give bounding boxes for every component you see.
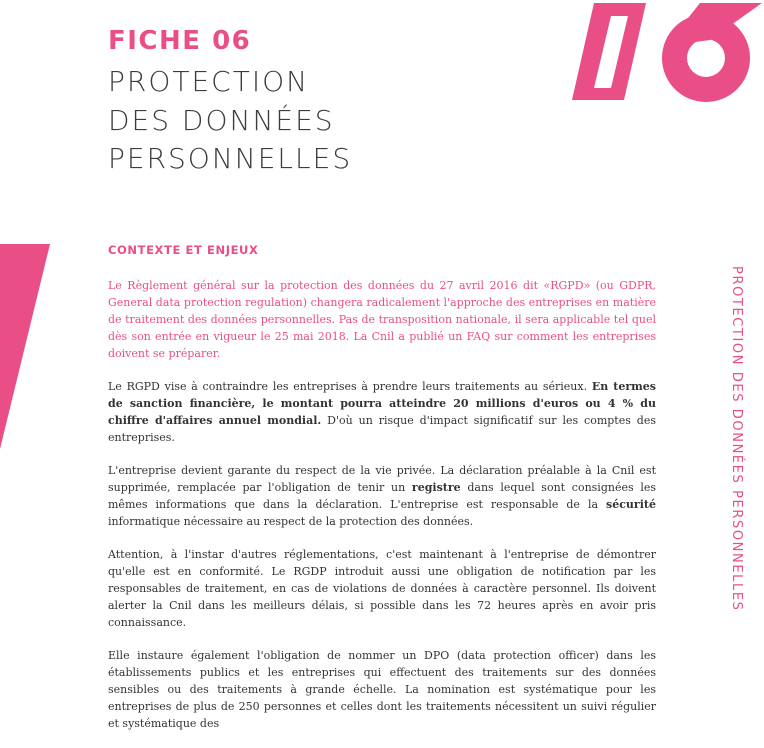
side-title: PROTECTION DES DONNÉES PERSONNELLES bbox=[729, 266, 744, 612]
title-line: PROTECTION bbox=[108, 65, 310, 98]
content-body bbox=[108, 277, 656, 748]
fiche-label: FICHE 06 bbox=[108, 26, 252, 56]
section-heading: CONTEXTE ET ENJEUX bbox=[108, 243, 259, 257]
paragraph-dpo: Elle instaure également l'obligation de nommer un DPO (data protection officer) dans les établissements publics et les entreprises qui effectuent des traitements sur des données sensibles ou des traitements à grande échelle. La nomination est systématique pour les entreprises de plus de 250 personnes et celles dont les traitements nécessitent un suivi régulier et systématique des bbox=[108, 649, 656, 730]
paragraph-sanctions: Le RGPD vise à contraindre les entreprises à prendre leurs traitements au sérieux. En termes de sanction financière, le montant pourra atteindre 20 millions d'euros ou 4 % du chiffre d'affaires annuel mondial. D'où un risque d'impact significatif sur les comptes des entreprises. bbox=[108, 380, 656, 444]
paragraph-conformite: Attention, à l'instar d'autres réglementations, c'est maintenant à l'entreprise de démontrer qu'elle est en conformité. Le RGDP introduit aussi une obligation de notification par les responsables de traitement, en cas de violations de données à caractère personnel. Ils doivent alerter la Cnil dans les meilleurs délais, si possible dans les 72 heures après en avoir pris connaissance. bbox=[108, 548, 656, 629]
paragraph-registre: L'entreprise devient garante du respect de la vie privée. La déclaration préalable à la Cnil est supprimée, remplacée par l'obligation de tenir un registre dans lequel sont consignées les mêmes informations que dans la déclaration. L'entreprise est responsable de la sécurité informatique nécessaire au respect de la protection des données. bbox=[108, 464, 656, 528]
decorative-stripe bbox=[0, 244, 52, 454]
emphasis-sanction: En termes de sanction financière, le montant pourra atteindre 20 millions d'euros ou 4 % du chiffre d'affaires annuel mondial. bbox=[108, 380, 656, 427]
emphasis-securite: sécurité bbox=[606, 498, 656, 511]
title-line: PERSONNELLES bbox=[108, 142, 353, 175]
page-title bbox=[108, 63, 352, 179]
emphasis-registre: registre bbox=[411, 481, 461, 494]
intro-paragraph: Le Règlement général sur la protection des données du 27 avril 2016 dit «RGPD» (ou GDPR, General data protection regulation) changera radicalement l'approche des entreprises en matière de traitement des données personnelles. Pas de transposition nationale, il sera applicable tel quel dès son entrée en vigueur le 25 mai 2018. La Cnil a publié un FAQ sur comment les entreprises doivent se préparer. bbox=[108, 279, 656, 360]
title-line: DES DONNÉES bbox=[108, 103, 335, 137]
